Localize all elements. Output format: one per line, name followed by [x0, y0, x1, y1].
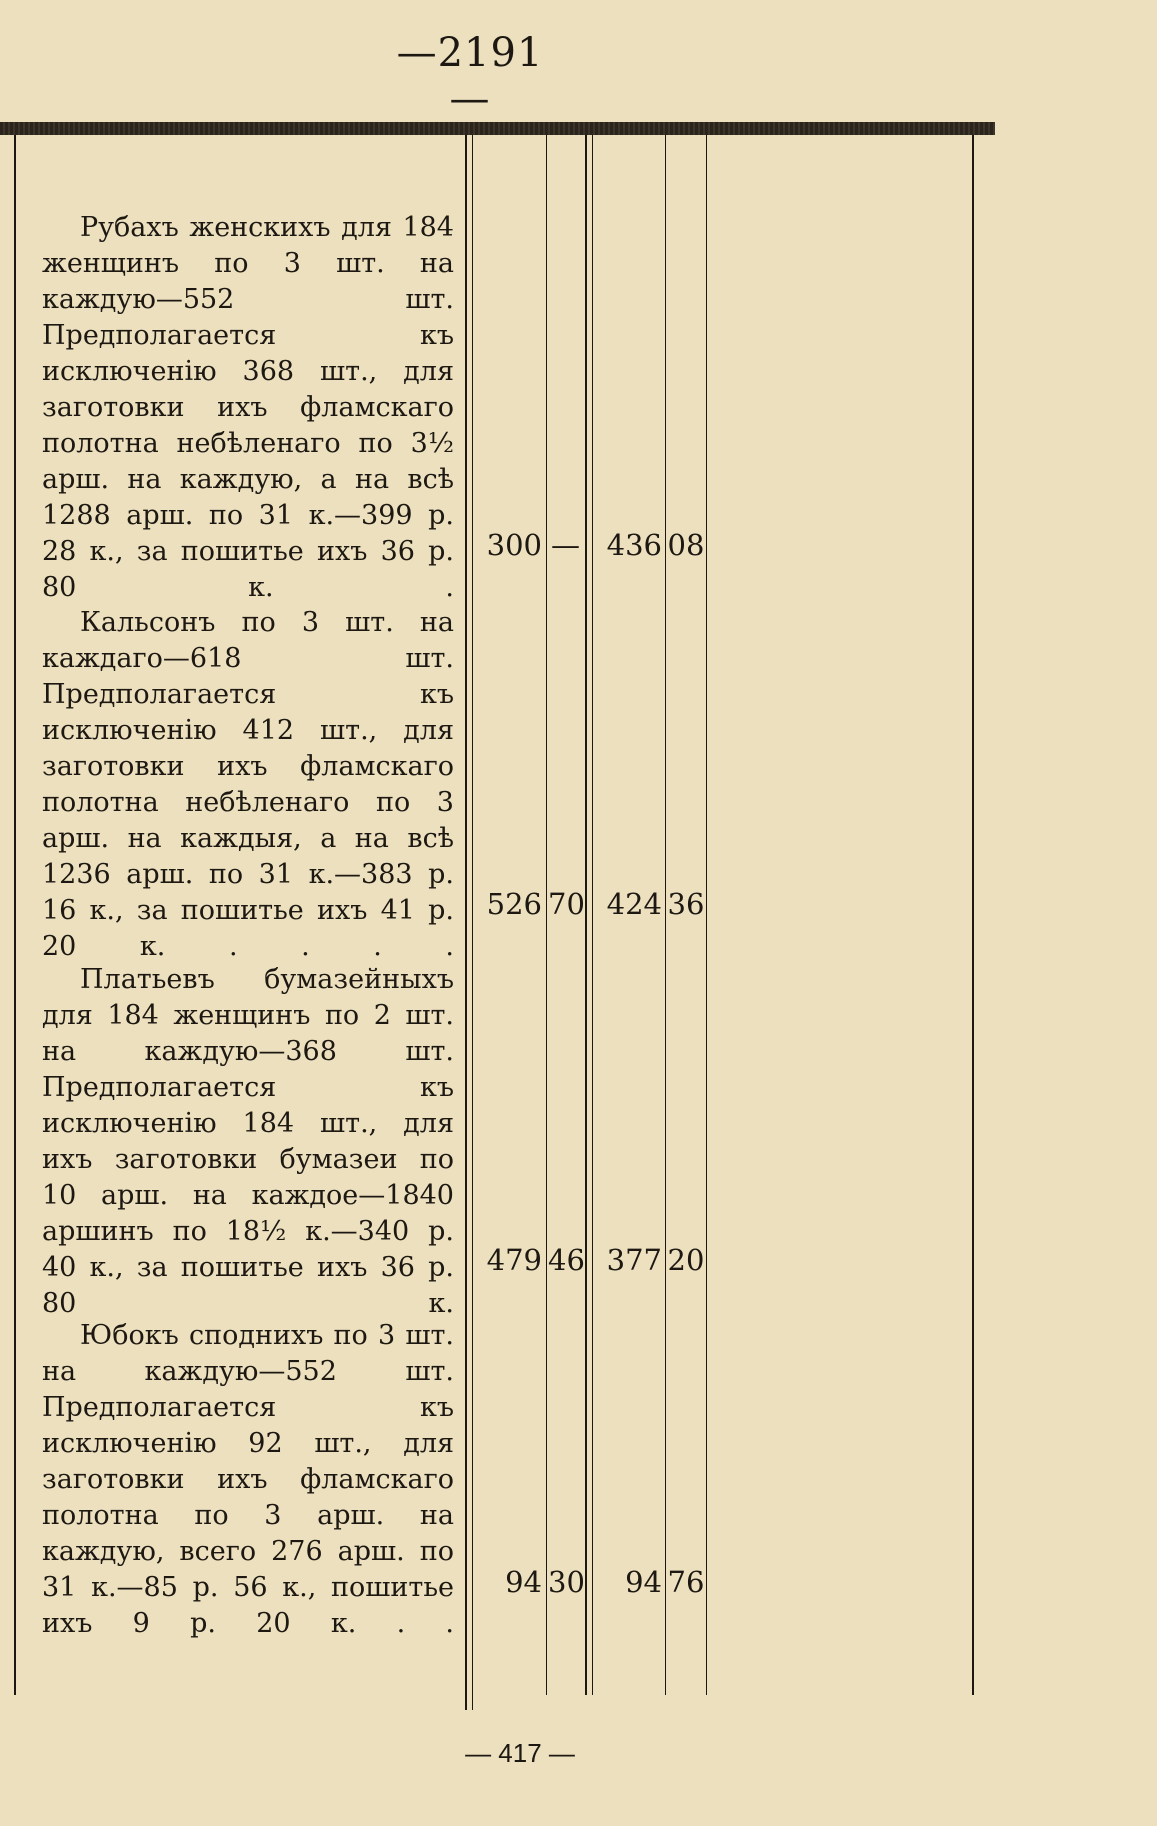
sheet-number: — 417 — [465, 1738, 575, 1768]
col1-kop-rule [546, 135, 547, 1695]
col2-rubles: 94 [625, 1565, 662, 1599]
col1-right-rule [585, 135, 587, 1695]
col1-rubles: 479 [486, 1243, 542, 1277]
col2-kopecks: 76 [667, 1565, 705, 1599]
col1-right-rule-inner [592, 135, 593, 1695]
col2-rubles: 436 [606, 528, 662, 562]
entry-underskirts [42, 1318, 454, 1642]
text-column-rule-inner [472, 135, 473, 1710]
entry-text: Рубахъ женскихъ для 184 женщинъ по 3 шт. на каждую—552 шт. Предполагается къ исключенію 368 шт., для заготовки ихъ фламскаго полотна небѣленаго по 3½ арш. на каждую, а на всѣ 1288 арш. по 31 к.—399 р. 28 к., за пошитье ихъ 36 р. 80 к. . [42, 212, 454, 603]
col2-kopecks: 08 [667, 528, 705, 562]
entry-text: Юбокъ споднихъ по 3 шт. на каждую—552 шт. Предполагается къ исключенію 92 шт., для заготовки ихъ фламскаго полотна по 3 арш. на каждую, всего 276 арш. по 31 к.—85 р. 56 к., пошитье ихъ 9 р. 20 к. . . [42, 1320, 454, 1639]
col2-right-rule [706, 135, 707, 1695]
entry-drawers [42, 605, 454, 965]
entry-dresses [42, 962, 454, 1322]
col2-rubles: 377 [606, 1243, 662, 1277]
header-rule [0, 122, 995, 135]
entry-text: Платьевъ бумазейныхъ для 184 женщинъ по 2 шт. на каждую—368 шт. Предполагается къ исключенію 184 шт., для ихъ заготовки бумазеи по 10 арш. на каждое—1840 аршинъ по 18½ к.—340 р. 40 к., за пошитье ихъ 36 р. 80 к. [42, 964, 454, 1319]
col1-rubles: 300 [486, 528, 542, 562]
left-border-line [14, 135, 16, 1695]
col2-kop-rule [665, 135, 666, 1695]
col1-kopecks: 46 [548, 1243, 585, 1277]
entry-text: Кальсонъ по 3 шт. на каждаго—618 шт. Предполагается къ исключенію 412 шт., для заготовки ихъ фламскаго полотна небѣленаго по 3 арш. на каждыя, а на всѣ 1236 арш. по 31 к.—383 р. 16 к., за пошитье ихъ 41 р. 20 к. . . . . [42, 607, 454, 962]
col1-kopecks: 70 [548, 887, 585, 921]
right-border-line [972, 135, 974, 1695]
page-number: —2191— [396, 30, 544, 122]
entry-shirts [42, 210, 454, 606]
col1-rubles: 94 [505, 1565, 542, 1599]
col2-kopecks: 36 [667, 887, 705, 921]
col2-rubles: 424 [606, 887, 662, 921]
col2-kopecks: 20 [667, 1243, 705, 1277]
col1-kopecks: — [551, 528, 580, 562]
col1-kopecks: 30 [548, 1565, 585, 1599]
col1-rubles: 526 [486, 887, 542, 921]
text-column-rule [465, 135, 467, 1710]
